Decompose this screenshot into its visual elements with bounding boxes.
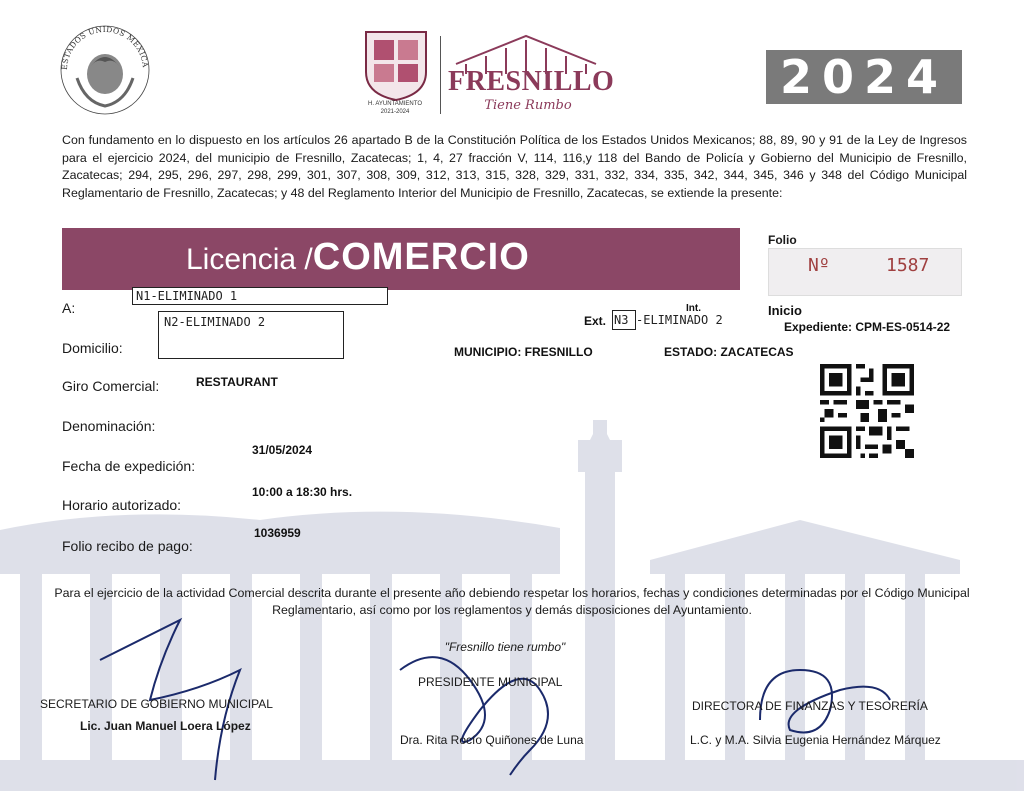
signature-title-directora: DIRECTORA DE FINANZAS Y TESORERÍA bbox=[692, 699, 928, 713]
giro-comercial-value: RESTAURANT bbox=[196, 375, 278, 389]
domicilio-label: Domicilio: bbox=[62, 340, 123, 356]
signature-ink bbox=[0, 600, 1024, 791]
horario-label: Horario autorizado: bbox=[62, 497, 182, 513]
banner-title: COMERCIO bbox=[312, 236, 530, 278]
ext-value-box: N3 bbox=[614, 313, 629, 327]
inicio-label: Inicio bbox=[768, 303, 802, 318]
signature-title-presidente: PRESIDENTE MUNICIPAL bbox=[418, 675, 563, 689]
logo-slogan: Tiene Rumbo bbox=[484, 98, 572, 113]
a-label: A: bbox=[62, 300, 76, 316]
municipio-value: MUNICIPIO: FRESNILLO bbox=[454, 345, 593, 359]
expediente-value: Expediente: CPM-ES-0514-22 bbox=[784, 320, 951, 334]
municipal-shield-logo bbox=[362, 28, 430, 102]
estado-value: ESTADO: ZACATECAS bbox=[664, 345, 794, 359]
folio-number: 1587 bbox=[886, 255, 930, 276]
fecha-expedicion-value: 31/05/2024 bbox=[252, 443, 313, 457]
legal-basis-text: Con fundamento en lo dispuesto en los artículos 26 apartado B de la Constitución Política de los Estados Unidos Mexicanos; 88, 89, 90 y 91 de la Ley de Ingresos para el ejercicio 2024, del municipio de Fresnillo, Zacatecas; 1, 4, 27 fracción V, 114, 116,y 118 del Bando de Policía y Gobierno del Municipio de Fresnillo, Zacatecas; 294, 295, 296, 297, 298, 299, 301, 307, 308, 309, 312, 313, 315, 328, 329, 331, 332, 334, 335, 342, 344, 345, 346 y 348 del Código Municipal Reglamentario de Fresnillo, Zacatecas; y 48 del Reglamento Interior del Municipio de Fresnillo, Zacatecas, se extiende la presente: bbox=[62, 133, 967, 200]
logo-divider bbox=[440, 36, 441, 114]
denominacion-label: Denominación: bbox=[62, 418, 156, 434]
horario-value: 10:00 a 18:30 hrs. bbox=[252, 485, 353, 499]
municipal-shield-caption: H. AYUNTAMIENTO 2021-2024 bbox=[367, 101, 422, 115]
giro-comercial-label: Giro Comercial: bbox=[62, 378, 160, 394]
license-banner-title bbox=[186, 236, 530, 279]
folio-label: Folio bbox=[768, 233, 797, 247]
fresnillo-logo-word: FRESNILLO bbox=[448, 66, 615, 97]
seal-text: ESTADOS UNIDOS MEXICA bbox=[59, 24, 150, 71]
signature-name-presidente: Dra. Rita Rocío Quiñones de Luna bbox=[400, 733, 584, 747]
a-value: N1-ELIMINADO 1 bbox=[136, 289, 238, 303]
signature-title-secretario: SECRETARIO DE GOBIERNO MUNICIPAL bbox=[40, 697, 273, 711]
signature-name-directora: L.C. y M.A. Silvia Eugenia Hernández Márquez bbox=[690, 733, 941, 747]
year-badge: 2024 bbox=[766, 50, 962, 104]
folio-number-sign: Nº bbox=[808, 255, 830, 276]
qr-code bbox=[820, 364, 914, 458]
folio-recibo-value: 1036959 bbox=[254, 526, 301, 540]
national-seal-logo bbox=[55, 18, 155, 118]
int-label: Int. bbox=[686, 303, 701, 314]
folio-recibo-label: Folio recibo de pago: bbox=[62, 538, 193, 554]
banner-prefix: Licencia / bbox=[186, 243, 313, 276]
ext-label: Ext. bbox=[584, 314, 607, 328]
domicilio-value: N2-ELIMINADO 2 bbox=[164, 315, 266, 329]
folio-box bbox=[768, 248, 962, 296]
declaration-text: Para el ejercicio de la actividad Comercial descrita durante el presente año debiendo respetar los horarios, fechas y condiciones determinadas por el Código Municipal Reglamentario, así como por los reglamentos y demás disposiciones del Ayuntamiento. bbox=[54, 586, 970, 617]
signature-name-secretario: Lic. Juan Manuel Loera López bbox=[80, 719, 251, 733]
fecha-expedicion-label: Fecha de expedición: bbox=[62, 458, 196, 474]
ext-value-rest: -ELIMINADO 2 bbox=[636, 313, 723, 327]
motto-text: "Fresnillo tiene rumbo" bbox=[444, 640, 566, 654]
